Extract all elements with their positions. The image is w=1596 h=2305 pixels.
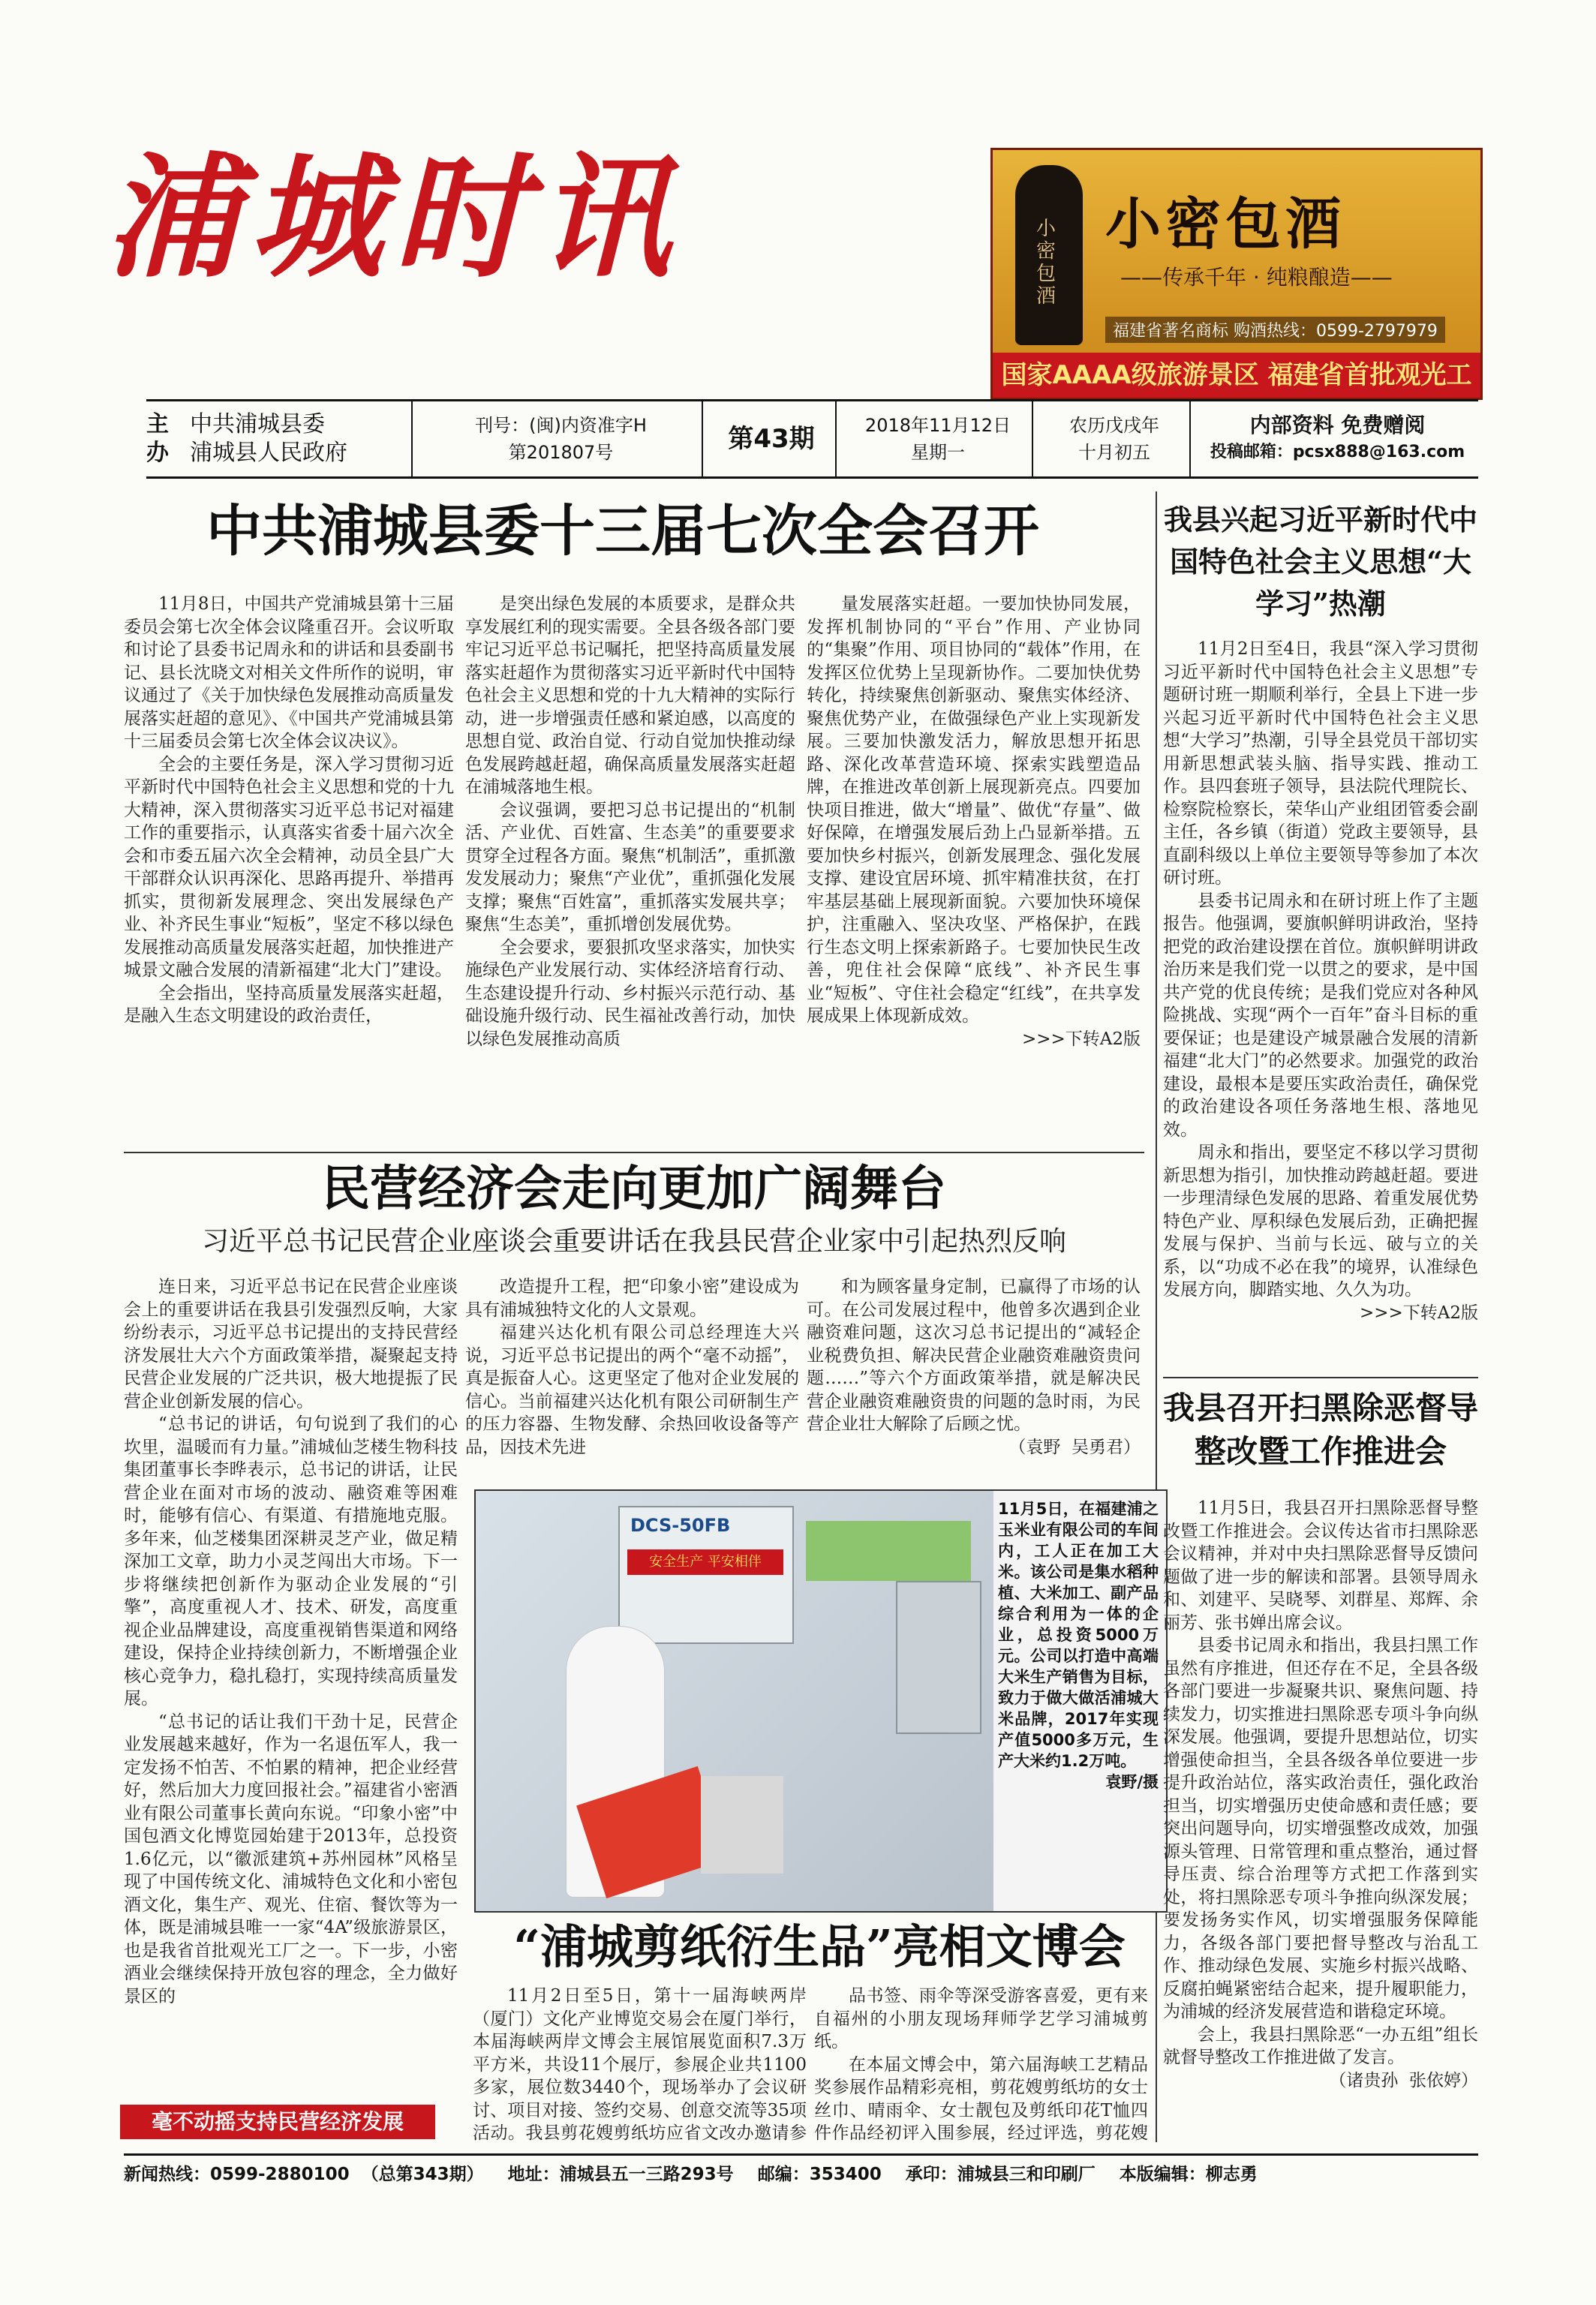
paragraph: 11月8日，中国共产党浦城县第十三届委员会第七次全体会议隆重召开。会议听取和讨论了县委书记周永和的讲话和县委副书记、县长沈晓文对相关文件所作的说明，审议通过了《关于加快绿色发展推动高质量发展落实赶超的意见》、《中国共产党浦城县第十三届委员会第七次全体会议决议》。 [124, 594, 454, 751]
article1-title: 中共浦城县委十三届七次全会召开 [206, 499, 1039, 563]
lunar-date [1039, 401, 1191, 476]
masthead-title: 浦城时讯 [105, 139, 681, 296]
host-label [146, 401, 184, 476]
date-block [844, 401, 1033, 476]
ad-banner: 国家AAAA级旅游景区 福建省首批观光工 [993, 353, 1480, 398]
article3-column-2 [814, 1985, 1148, 2146]
machine-label: DCS-50FB [630, 1515, 731, 1536]
ad-bottle-label: 小密包酒 [1036, 218, 1056, 308]
tagline-banner: 毫不动摇支持民营经济发展 [120, 2105, 435, 2139]
publication-note [1197, 401, 1478, 476]
permit [420, 401, 703, 476]
right-article2-body [1163, 1497, 1478, 2146]
permit-1: 刊号：(闽)内资准字H [475, 415, 647, 436]
host-label-2: 办 [146, 440, 169, 466]
paragraph: 全会的主要任务是，深入学习贯彻习近平新时代中国特色社会主义思想和党的十九大精神，深入贯彻落实习近平总书记对福建工作的重要指示，认真落实省委十届六次全会和市委五届六次全会精神，动员全县广大干部群众认识再深化、思路再提升、举措再抓实，贯彻新发展理念、突出发展绿色产业、补齐民生事业“短板”，坚定不移以绿色发展推动高质量发展落实赶超，加快推进产城景文融合发展的清新福建“北大门”建设。 [124, 754, 454, 980]
host-label-1: 主 [146, 411, 169, 437]
paragraph: 改造提升工程，把“印象小密”建设成为具有浦城独特文化的人文景观。 [465, 1277, 799, 1320]
right-article1-title: 我县兴起习近平新时代中国特色社会主义思想“大学习”热潮 [1163, 503, 1477, 621]
article2-subtitle: 习近平总书记民营企业座谈会重要讲话在我县民营企业家中引起热烈反响 [201, 1226, 1066, 1257]
host-2: 浦城县人民政府 [190, 440, 347, 466]
article2-title: 民营经济会走向更加广阔舞台 [322, 1161, 946, 1217]
paragraph: 品书签、雨伞等深受游客喜爱，更有来自福州的小朋友现场拜师学艺学习浦城剪纸。 [814, 1986, 1148, 2051]
paragraph: 连日来，习近平总书记在民营企业座谈会上的重要讲话在我县引发强烈反响，大家纷纷表示，习近平总书记提出的支持民营经济发展壮大六个方面政策举措，凝聚起支持民营企业发展的广泛共识，极大地提振了民营企业创新发展的信心。 [124, 1277, 458, 1411]
free-note: 内部资料 免费赠阅 [1249, 413, 1426, 437]
ad-bottle-image [1015, 165, 1083, 345]
submission-email: 投稿邮箱：pcsx888@163.com [1210, 443, 1465, 461]
footer-editor: 本版编辑：柳志勇 [1119, 2165, 1258, 2184]
paragraph: 11月2日至4日，我县“深入学习贯彻习近平新时代中国特色社会主义思想”专题研讨班一期顺利举行，全县上下进一步兴起习近平新时代中国特色社会主义思想“大学习”热潮，引导全县党员干部切实用新思想武装头脑、指导实践、推动工作。县四套班子领导，县法院代理院长、检察院检察长，荣华山产业组团管委会副主任，各乡镇（街道）党政主要领导，县直副科级以上单位主要领导等参加了本次研讨班。 [1163, 639, 1478, 888]
machine-base [701, 1776, 783, 1874]
byline: （诸贵孙 张依婷） [1329, 2070, 1478, 2090]
footer-postcode: 邮编：353400 [757, 2165, 882, 2184]
host-1: 中共浦城县委 [190, 411, 325, 437]
ad-contact: 福建省著名商标 购酒热线：0599-2797979 [1105, 317, 1445, 343]
paragraph: 在本届文博会中，第六届海峡工艺精品奖参展作品精彩亮相，剪花嫂剪纸坊的女士丝巾、晴雨伞、女士靓包及剪纸印花T恤四件作品经初评入围参展，经过评选，剪花嫂 [814, 2054, 1148, 2143]
date: 2018年11月12日 [864, 415, 1011, 436]
host-org [190, 401, 413, 476]
paragraph: 11月2日至5日，第十一届海峡两岸（厦门）文化产业博览交易会在厦门举行，本届海峡两岸文博会主展馆展览面积7.3万平方米，共设11个展厅，参展企业共1100多家，展位数3440个，现场举办了会议研讨、项目对接、签约交易、创意交流等35项活动。我县剪花嫂剪纸坊应省文改办邀请参 [473, 1986, 807, 2143]
advertisement [990, 148, 1483, 400]
article2-column-1 [124, 1276, 458, 2101]
ad-slogan: ——传承千年 · 纯粮酿造—— [1120, 265, 1393, 290]
paragraph: 会议强调，要把习总书记提出的“机制活、产业优、百姓富、生态美”的重要要求贯穿全过程各方面。聚焦“机制活”，重抓激发发展动力；聚焦“产业优”，重抓强化发展支撑；聚焦“百姓富”，重抓落实发展共享；聚焦“生态美”，重抓增创发展优势。 [465, 800, 795, 934]
paragraph: 周永和指出，要坚定不移以学习贯彻新思想为指引，加快推动跨越赶超。要进一步理清绿色发展的思路、着重发展优势特色产业、厚积绿色发展后劲，正确把握发展与保护、当前与长远、破与立的关系，以“功成不必在我”的境界，认准绿色发展方向，脚踏实地、久久为功。 [1163, 1143, 1478, 1300]
ad-artwork [993, 150, 1480, 353]
photo-credit: 袁野/摄 [1105, 1773, 1159, 1791]
footer-address: 地址：浦城县五一三路293号 [507, 2165, 734, 2184]
article2-column-3 [807, 1276, 1141, 1478]
section-divider [124, 1152, 1144, 1153]
footer [124, 2153, 1478, 2193]
machine-banner: 安全生产 平安相伴 [627, 1549, 783, 1575]
lunar-1: 农历戊戌年 [1069, 415, 1159, 436]
paragraph: “总书记的话让我们干劲十足，民营企业发展越来越好，作为一名退伍军人，我一定发扬不怕苦、不怕累的精神，把企业经营好，然后加大力度回报社会。”福建省小密酒业有限公司董事长黄向东说。“印象小密”中国包酒文化博览园始建于2013年，总投资1.6亿元，以“徽派建筑+苏州园林”风格呈现了中国传统文化、浦城特色文化和小密包酒文化，集生产、观光、住宿、餐饮等为一体，既是浦城县唯一一家“4A”级旅游景区，也是我省首批观光工厂之一。下一步，小密酒业会继续保持开放包容的理念，全力做好景区的 [124, 1711, 458, 2006]
issue-number: 第43期 [708, 401, 837, 476]
weekday: 星期一 [911, 442, 965, 463]
footer-printer: 承印：浦城县三和印刷厂 [905, 2165, 1096, 2184]
paragraph: 县委书记周永和指出，我县扫黑工作虽然有序推进，但还存在不足，全县各级各部门要进一步凝聚共识、聚焦问题、持续发力，切实推进扫黑除恶专项斗争向纵深发展。他强调，要提升思想站位，切实增强使命担当，全县各级各单位要进一步提升政治站位，落实政治责任，强化政治担当，切实增强历史使命感和责任感；要突出问题导向，切实增强整改成效，加强源头管理、日常管理和重点整治，通过督导压责、综合治理等方式把工作落到实处，将扫黑除恶专项斗争推向纵深发展；要发扬务实作风，切实增强服务保障能力，各级各部门要把督导整改与治乱工作、推动绿色发展、实施乡村振兴战略、反腐拍蝇紧密结合起来，提升履职能力，为浦城的经济发展营造和谐稳定环境。 [1163, 1636, 1478, 2021]
green-bags [806, 1521, 971, 1581]
info-bar [146, 399, 1478, 479]
paragraph: 和为顾客量身定制，已赢得了市场的认可。在公司发展过程中，他曾多次遇到企业融资难问题，这次习总书记提出的“减轻企业税费负担、解决民营企业融资难融资贵问题……”等六个方面政策举措，就是解决民营企业融资难融资贵的问题的急时雨，为民营企业壮大解除了后顾之忧。 [807, 1277, 1141, 1434]
title-line-2: 整改暨工作推进会 [1194, 1433, 1447, 1470]
byline: （袁野 吴勇君） [1008, 1437, 1141, 1457]
footer-total-issue: （总第343期） [361, 2165, 484, 2184]
paragraph: “总书记的讲话，句句说到了我们的心坎里，温暖而有力量。”浦城仙芝楼生物科技集团董事长李晔表示，总书记的讲话，让民营企业在面对市场的波动、融资难等困难时，能够有信心、有渠道、有措施地克服。多年来，仙芝楼集团深耕灵芝产业，做足精深加工文章，助力小灵芝闯出大市场。下一步将继续把创新作为驱动企业发展的“引擎”，高度重视人才、技术、研发，高度重视企业品牌建设，高度重视销售渠道和网络建设，保持企业持续创新力，不断增强企业核心竞争力，稳扎稳打，实现持续高质量发展。 [124, 1414, 458, 1708]
permit-2: 第201807号 [508, 442, 614, 463]
paragraph: 11月5日，我县召开扫黑除恶督导整改暨工作推进会。会议传达省市扫黑除恶会议精神，并对中央扫黑除恶督导反馈问题做了进一步的解读和部署。县领导周永和、刘建平、吴晓琴、刘群星、郑辉、余丽芳、张书婵出席会议。 [1163, 1498, 1478, 1633]
paragraph: 量发展落实赶超。一要加快协同发展，发挥机制协同的“平台”作用、产业协同的“集聚”作用、项目协同的“载体”作用，在发挥区位优势上呈现新协作。二要加快优势转化，持续聚焦创新驱动、聚焦实体经济、聚焦优势产业，在做强绿色产业上实现新发展。三要加快激发活力，解放思想开拓思路、深化改革营造环境、探索实践塑造品牌，在推进改革创新上展现新亮点。四要加快项目推进，做大“增量”、做优“存量”、做好保障，在增强发展后劲上凸显新举措。五要加快乡村振兴，创新发展理念、强化发展支撑、建设宜居环境、抓牢精准扶贫，在打牢基层基础上展现新面貌。六要加快环境保护，注重融入、坚决攻坚、严格保护，在践行生态文明上探索新路子。七要加快民生改善，兜住社会保障“底线”、补齐民生事业“短板”、守住社会稳定“红线”，在共享发展成果上体现新成效。 [807, 594, 1141, 1026]
title-line-1: 我县召开扫黑除恶督导 [1163, 1390, 1479, 1426]
paragraph: 全会指出，坚持高质量发展落实赶超，是融入生态文明建设的政治责任， [124, 983, 454, 1026]
caption-text: 11月5日，在福建浦之玉米业有限公司的车间内，工人正在加工大米。该公司是集水稻种植、大米加工、副产品综合利用为一体的企业，总投资5000万元。公司以打造中高端大米生产销售为目标，致力于做大做活浦城大米品牌，2017年实现产值5000多万元，生产大米约1.2万吨。 [998, 1500, 1159, 1770]
paragraph: 是突出绿色发展的本质要求，是群众共享发展红利的现实需要。全县各级各部门要牢记习近平总书记嘱托，把坚持高质量发展落实赶超作为贯彻落实习近平新时代中国特色社会主义思想和党的十九大精神的实际行动，进一步增强责任感和紧迫感，以高度的思想自觉、政治自觉、行动自觉加快推动绿色发展跨越赶超，确保高质量发展落实赶超在浦城落地生根。 [465, 594, 795, 797]
lunar-2: 十月初五 [1078, 442, 1150, 463]
paragraph: 全会要求，要狠抓攻坚求落实，加快实施绿色产业发展行动、实体经济培育行动、生态建设提升行动、乡村振兴示范行动、基础设施升级行动、民生福祉改善行动，加快以绿色发展推动高质 [465, 937, 795, 1049]
footer-hotline: 新闻热线：0599-2880100 [124, 2165, 350, 2184]
paragraph: 县委书记周永和在研讨班上作了主题报告。他强调，要旗帜鲜明讲政治，坚持把党的政治建设摆在首位。旗帜鲜明讲政治历来是我们党一以贯之的要求，是中国共产党的优良传统；是我们党应对各种风险挑战、实现“两个一百年”奋斗目标的重要保证；也是建设产城景融合发展的清新福建“北大门”的必然要求。加强党的政治建设，最根本是要压实政治责任，确保党的政治建设各项任务落地生根、落地见效。 [1163, 891, 1478, 1140]
photo-caption [998, 1498, 1159, 1793]
right-article2-title [1163, 1387, 1478, 1474]
continued-link[interactable]: >>>下转A2版 [1359, 1303, 1478, 1323]
article2-column-2 [465, 1276, 799, 1478]
right-article1-body [1163, 638, 1478, 1358]
packing-machine [618, 1506, 794, 1644]
section-divider [1163, 1377, 1478, 1378]
paragraph: 会上，我县扫黑除恶“一办五组”组长就督导整改工作推进做了发言。 [1163, 2024, 1478, 2067]
article3-title: “浦城剪纸衍生品”亮相文博会 [513, 1919, 1126, 1974]
article3-column-1 [473, 1985, 807, 2146]
continued-link[interactable]: >>>下转A2版 [1021, 1029, 1141, 1049]
paragraph: 福建兴达化机有限公司总经理连大兴说，习近平总书记提出的两个“毫不动摇”，真是振奋人心。这更坚定了他对企业发展的信心。当前福建兴达化机有限公司研制生产的压力容器、生物发酵、余热回收设备等产品，因技术先进 [465, 1323, 799, 1457]
control-cabinet [896, 1581, 981, 1734]
ad-brand: 小密包酒 [1105, 192, 1345, 257]
